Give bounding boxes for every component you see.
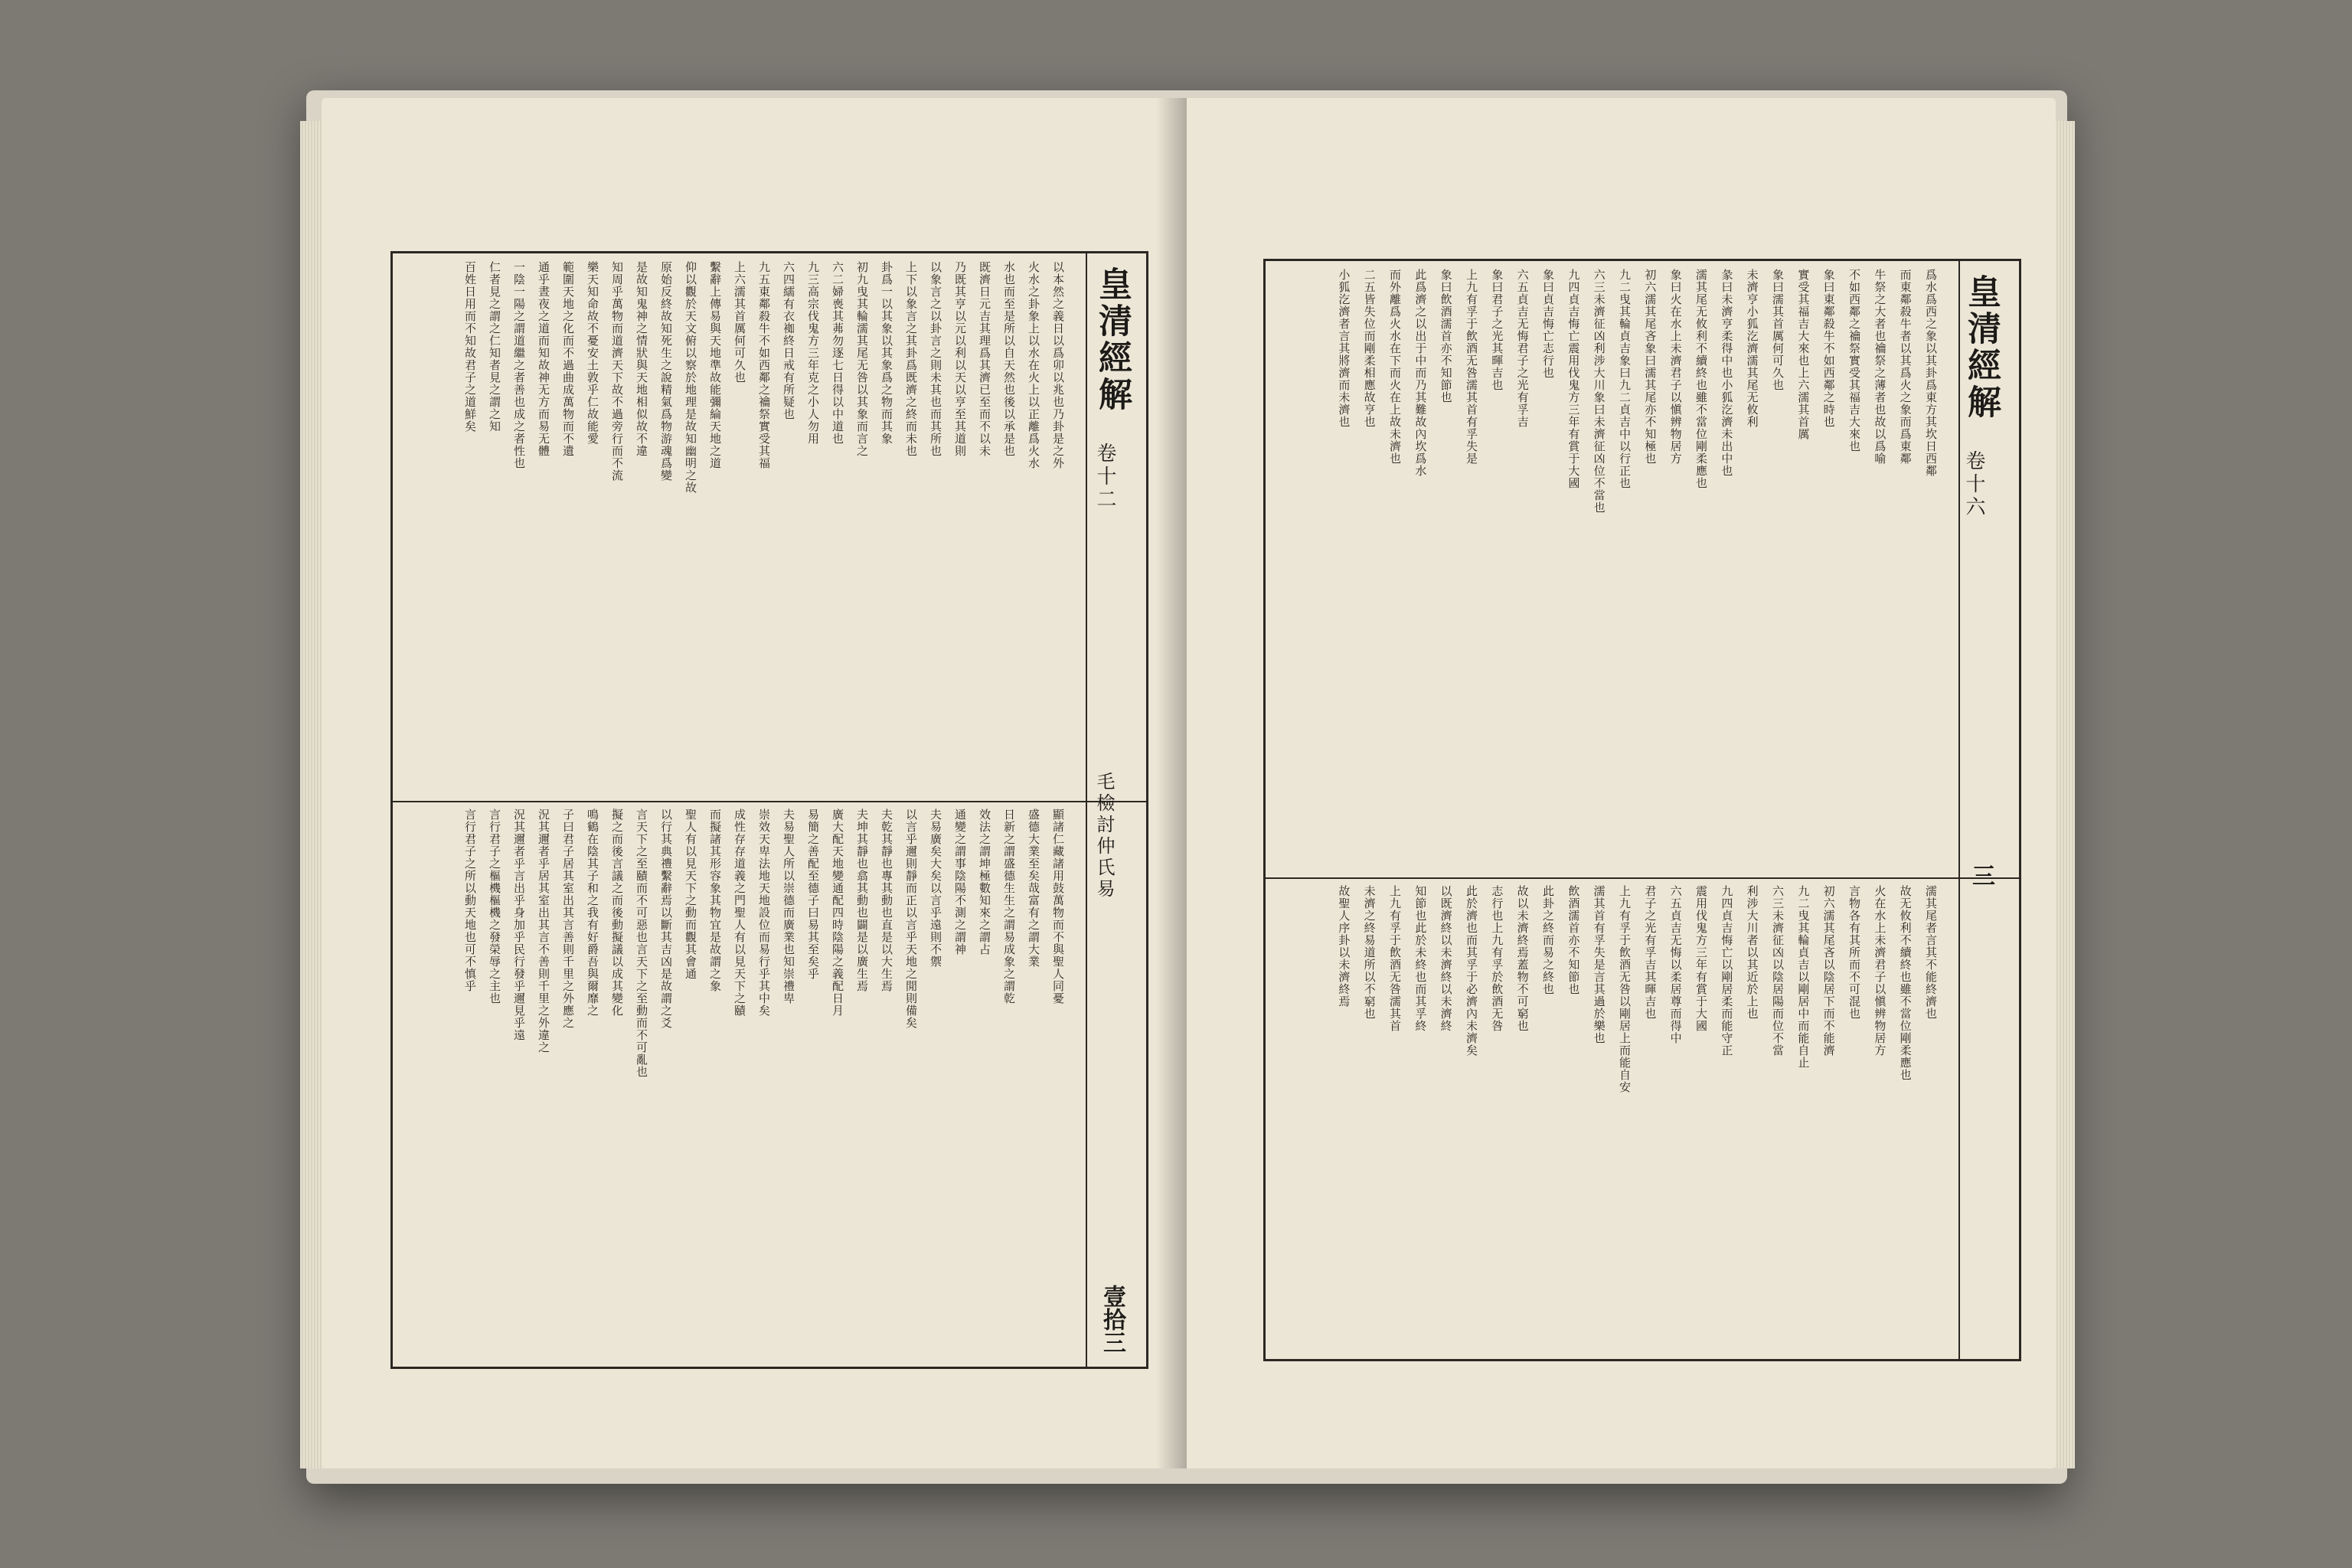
- text-column: 而東鄰殺牛者以其爲火之象而爲東鄰: [1898, 269, 1913, 465]
- left-volume-number: 十二: [1093, 466, 1116, 511]
- text-column: 九二曳其輪貞吉象曰九二貞吉中以行正也: [1618, 269, 1632, 489]
- text-column: 六三未濟征凶利涉大川象曰未濟征凶位不當也: [1592, 269, 1606, 514]
- text-column: 而擬諸其形容象其物宜是故謂之象: [708, 808, 722, 992]
- text-column: 上六濡其首厲何可久也: [733, 261, 746, 384]
- text-column: 二五皆失位而剛柔相應故亨也: [1362, 269, 1377, 428]
- text-column: 廣大配天地變通配四時陰陽之義配日月: [831, 808, 844, 1017]
- text-column: 九四貞吉悔亡以剛居柔而能守正: [1720, 885, 1734, 1057]
- text-column: 未濟之終易道所以不窮也: [1362, 885, 1377, 1020]
- text-column: 而外離爲火水在下而火在上故未濟也: [1388, 269, 1402, 465]
- text-column: 故以未濟終焉蓋物不可窮也: [1515, 885, 1530, 1032]
- text-column: 鳴鶴在陰其子和之我有好爵吾與爾靡之: [586, 808, 599, 1017]
- text-column: 通乎晝夜之道而知故神无方而易无體: [537, 261, 550, 457]
- text-column: 牛祭之大者也禴祭之薄者也故以爲喻: [1873, 269, 1887, 465]
- text-column: 上下以象言之其卦爲既濟之終而未也: [904, 261, 918, 457]
- right-volume-label-text: 卷: [1962, 450, 1985, 473]
- left-author: 毛檢討仲氏易: [1093, 772, 1115, 900]
- text-column: 初九曳其輪濡其尾无咎以其象而言之: [855, 261, 869, 457]
- text-column: 仰以觀於天文俯以察於地理是故知幽明之故: [684, 261, 697, 494]
- text-column: 盛德大業至矣哉富有之謂大業: [1027, 808, 1040, 968]
- left-page: [322, 98, 1191, 1468]
- text-column: 既濟日元吉其理爲其濟已至而不以未: [978, 261, 991, 457]
- text-column: 效法之謂坤極數知來之謂占: [978, 808, 991, 956]
- left-page-title: 皇清經解: [1093, 266, 1132, 413]
- text-column: 仁者見之謂之仁知者見之謂之知: [488, 261, 501, 433]
- text-column: 繫辭上傳易與天地準故能彌綸天地之道: [708, 261, 722, 469]
- text-column: 飲酒濡首亦不知節也: [1566, 885, 1581, 995]
- text-column: 知節也此於未終也而其孚終: [1413, 885, 1428, 1032]
- text-column: 是故知鬼神之情狀與天地相似故不違: [635, 261, 648, 457]
- text-column: 象曰濡其首厲何可久也: [1771, 269, 1785, 391]
- text-column: 初六濡其尾吝以陰居下而不能濟: [1821, 885, 1836, 1057]
- text-column: 火水之卦象上以水在火上以正離爲火水: [1027, 261, 1040, 469]
- text-column: 彖曰未濟亨柔得中也小狐汔濟未出中也: [1720, 269, 1734, 477]
- text-column: 此爲濟之以出于中而乃其難故內坎爲水: [1413, 269, 1428, 477]
- text-column: 象曰貞吉悔亡志行也: [1541, 269, 1555, 379]
- text-column: 初六濡其尾吝象曰濡其尾亦不知極也: [1643, 269, 1658, 465]
- text-column: 利涉大川者以其近於上也: [1745, 885, 1759, 1020]
- text-column: 濡其尾者言其不能終濟也: [1924, 885, 1938, 1020]
- left-text-frame: [390, 251, 1148, 1369]
- text-column: 震用伐鬼方三年有賞于大國: [1694, 885, 1708, 1032]
- text-column: 爲水爲西之象以其卦爲東方其坎日西鄰: [1924, 269, 1938, 477]
- text-column: 象曰火在水上未濟君子以愼辨物居方: [1668, 269, 1683, 465]
- text-column: 言天下之至賾而不可惡也言天下之至動而不可亂也: [635, 808, 648, 1078]
- text-column: 知周乎萬物而道濟天下故不過旁行而不流: [610, 261, 624, 482]
- text-column: 夫易廣矣大矣以言乎遠則不禦: [929, 808, 942, 968]
- text-column: 以既濟終以未濟終以未濟終: [1439, 885, 1453, 1032]
- text-column: 言行君子之所以動天地也可不慎乎: [463, 808, 477, 992]
- text-column: 六五貞吉无悔君子之光有孚吉: [1515, 269, 1530, 428]
- right-page-title: 皇清經解: [1962, 274, 2001, 421]
- text-column: 故无攸利不續終也雖不當位剛柔應也: [1898, 885, 1913, 1081]
- text-column: 一陰一陽之謂道繼之者善也成之者性也: [512, 261, 526, 469]
- text-column: 志行也上九有孚於飲酒无咎: [1490, 885, 1504, 1032]
- text-column: 君子之光有孚吉其暉吉也: [1643, 885, 1658, 1020]
- left-page-number: 壹拾三: [1099, 1285, 1125, 1354]
- text-column: 況其邇者乎居其室出其言不善則千里之外違之: [537, 808, 550, 1054]
- text-column: 象曰飲酒濡首亦不知節也: [1439, 269, 1453, 403]
- text-column: 顯諸仁藏諸用鼓萬物而不與聖人同憂: [1051, 808, 1065, 1004]
- text-column: 濡其尾无攸利不續終也雖不當位剛柔應也: [1694, 269, 1708, 489]
- right-volume-label: [1960, 450, 1988, 519]
- text-column: 象曰君子之光其暉吉也: [1490, 269, 1504, 391]
- text-column: 六二婦喪其茀勿逐七日得以中道也: [831, 261, 844, 445]
- text-column: 以言乎邇則靜而正以言乎天地之閒則備矣: [904, 808, 918, 1029]
- text-column: 象曰東鄰殺牛不如西鄰之時也: [1821, 269, 1836, 428]
- right-title-column-rule: [1958, 261, 1960, 1359]
- right-frame-divider: [1266, 877, 2019, 879]
- text-column: 以本然之義日以爲卯以兆也乃卦是之外: [1051, 261, 1065, 469]
- text-column: 九三高宗伐鬼方三年克之小人勿用: [806, 261, 820, 445]
- text-column: 水也而至是所以自天然也後以承是也: [1002, 261, 1016, 457]
- text-column: 夫乾其靜也專其動也直是以大生焉: [880, 808, 893, 992]
- text-column: 以象言之以卦言之則未其也而其所也: [929, 261, 942, 457]
- text-column: 百姓日用而不知故君子之道鮮矣: [463, 261, 477, 433]
- text-column: 崇效天卑法地天地設位而易行乎其中矣: [757, 808, 771, 1017]
- text-column: 六四繻有衣袽終日戒有所疑也: [782, 261, 795, 420]
- text-column: 九四貞吉悔亡震用伐鬼方三年有賞于大國: [1566, 269, 1581, 489]
- text-column: 言行君子之樞機樞機之發榮辱之主也: [488, 808, 501, 1004]
- text-column: 此卦之終而易之終也: [1541, 885, 1555, 995]
- text-column: 實受其福吉大來也上六濡其首厲: [1796, 269, 1811, 440]
- text-column: 聖人有以見天下之動而觀其會通: [684, 808, 697, 980]
- text-column: 樂天知命故不憂安土敦乎仁故能愛: [586, 261, 599, 445]
- open-book: [306, 90, 2067, 1484]
- left-volume-label-text: 卷: [1093, 443, 1116, 466]
- text-column: 小狐汔濟者言其將濟而未濟也: [1337, 269, 1351, 428]
- text-column: 通變之謂事陰陽不測之謂神: [953, 808, 967, 956]
- left-frame-divider: [393, 801, 1146, 802]
- text-column: 成性存存道義之門聖人有以見天下之賾: [733, 808, 746, 1017]
- text-column: 九二曳其輪貞吉以剛居中而能自止: [1796, 885, 1811, 1069]
- text-column: 擬之而後言議之而後動擬議以成其變化: [610, 808, 624, 1017]
- text-column: 此於濟也而其孚于必濟內未濟矣: [1465, 885, 1478, 1057]
- text-column: 濡其首有孚失是言其過於樂也: [1592, 885, 1606, 1044]
- text-column: 上九有孚于飲酒无咎濡其首有孚失是: [1465, 269, 1478, 465]
- text-column: 況其邇者乎言出乎身加乎民行發乎邇見乎遠: [512, 808, 526, 1041]
- text-column: 原始反終故知死生之說精氣爲物游魂爲變: [659, 261, 673, 482]
- text-column: 易簡之善配至德子曰易其至矣乎: [806, 808, 820, 980]
- right-text-frame: [1263, 259, 2021, 1361]
- text-column: 故聖人序卦以未濟終焉: [1337, 885, 1351, 1008]
- left-volume-label: [1091, 443, 1119, 511]
- right-page: [1187, 98, 2056, 1468]
- text-column: 言物各有其所而不可混也: [1847, 885, 1861, 1020]
- text-column: 上九有孚于飲酒无咎濡其首: [1388, 885, 1402, 1032]
- right-volume-number: 十六: [1962, 473, 1985, 519]
- text-column: 夫易聖人所以崇德而廣業也知崇禮卑: [782, 808, 795, 1004]
- text-column: 夫坤其靜也翕其動也闢是以廣生焉: [855, 808, 869, 992]
- text-column: 不如西鄰之禴祭實受其福吉大來也: [1847, 269, 1861, 452]
- text-column: 未濟亨小狐汔濟濡其尾无攸利: [1745, 269, 1759, 428]
- text-column: 九五東鄰殺牛不如西鄰之禴祭實受其福: [757, 261, 771, 469]
- right-page-number: 三: [1968, 864, 1994, 887]
- text-column: 子曰君子居其室出其言善則千里之外應之: [561, 808, 575, 1029]
- text-column: 六五貞吉无悔以柔居尊而得中: [1668, 885, 1683, 1044]
- text-column: 上九有孚于飲酒无咎以剛居上而能自安: [1618, 885, 1632, 1093]
- text-column: 六三未濟征凶以陰居陽而位不當: [1771, 885, 1785, 1057]
- text-column: 以行其典禮繫辭焉以斷其吉凶是故謂之爻: [659, 808, 673, 1029]
- text-column: 火在水上未濟君子以愼辨物居方: [1873, 885, 1887, 1057]
- text-column: 範圍天地之化而不過曲成萬物而不遺: [561, 261, 575, 457]
- left-title-column-rule: [1086, 253, 1087, 1367]
- text-column: 乃既其亨以元以利以天以亨至其道則: [953, 261, 967, 457]
- text-column: 日新之謂盛德生生之謂易成象之謂乾: [1002, 808, 1016, 1004]
- text-column: 卦爲一以其象以其象爲之物而其象: [880, 261, 893, 445]
- left-page-edges: [300, 121, 323, 1468]
